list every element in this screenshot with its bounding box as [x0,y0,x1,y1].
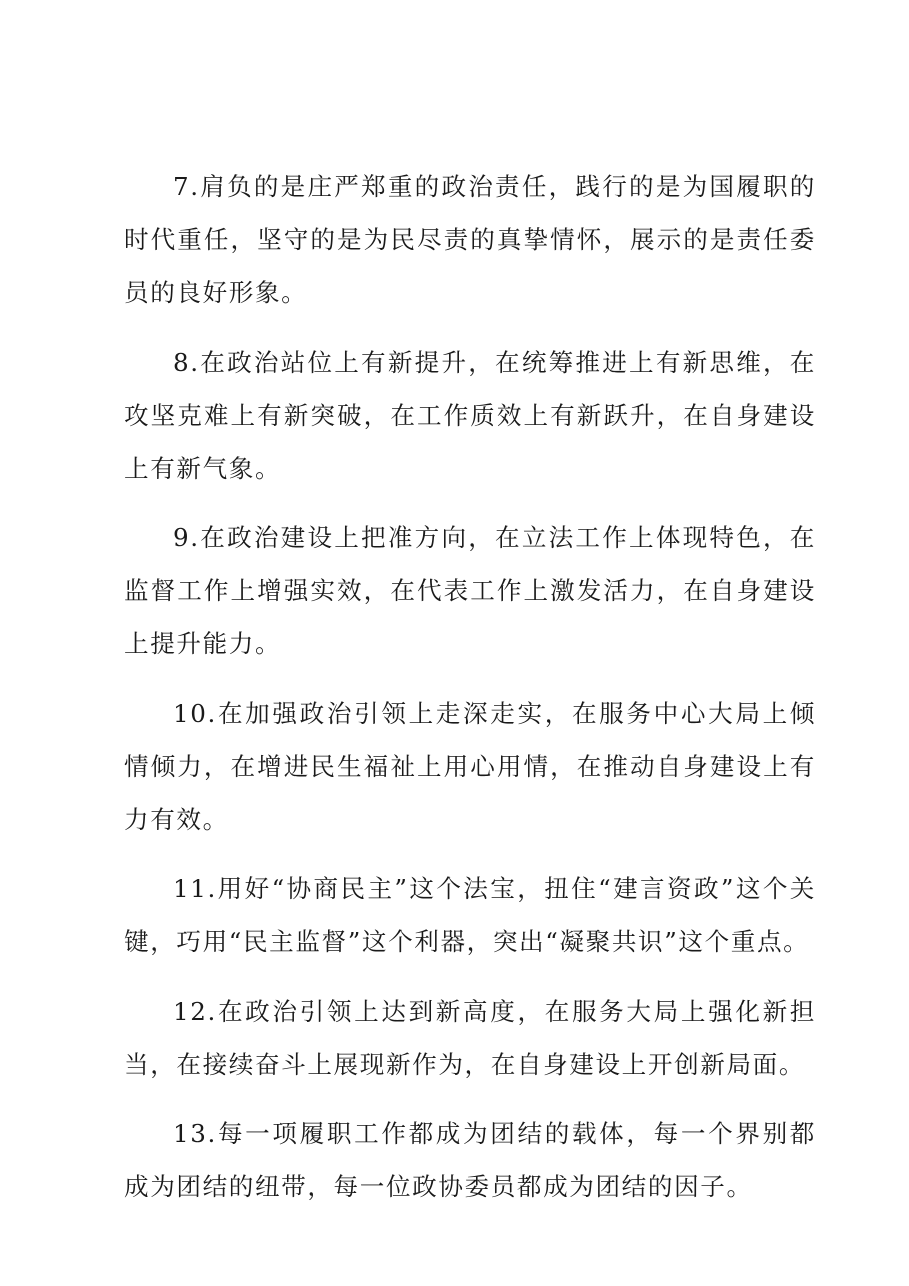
paragraph-11: 11.用好“协商民主”这个法宝，扭住“建言资政”这个关键，巧用“民主监督”这个利器，突出“凝聚共识”这个重点。 [124,874,816,956]
paragraph-13: 13.每一项履职工作都成为团结的载体，每一个界别都成为团结的纽带，每一位政协委员都成为团结的因子。 [124,1119,816,1201]
paragraph-9: 9.在政治建设上把准方向，在立法工作上体现特色，在监督工作上增强实效，在代表工作上激发活力，在自身建设上提升能力。 [124,523,816,658]
paragraph-7: 7.肩负的是庄严郑重的政治责任，践行的是为国履职的时代重任，坚守的是为民尽责的真挚情怀，展示的是责任委员的良好形象。 [124,172,816,307]
paragraph-12: 12.在政治引领上达到新高度，在服务大局上强化新担当，在接续奋斗上展现新作为，在自身建设上开创新局面。 [124,996,816,1079]
paragraph-8: 8.在政治站位上有新提升，在统筹推进上有新思维，在攻坚克难上有新突破，在工作质效上有新跃升，在自身建设上有新气象。 [124,347,816,483]
paragraph-10: 10.在加强政治引领上走深走实，在服务中心大局上倾情倾力，在增进民生福祉上用心用情，在推动自身建设上有力有效。 [124,698,816,834]
document-body [124,160,816,1230]
